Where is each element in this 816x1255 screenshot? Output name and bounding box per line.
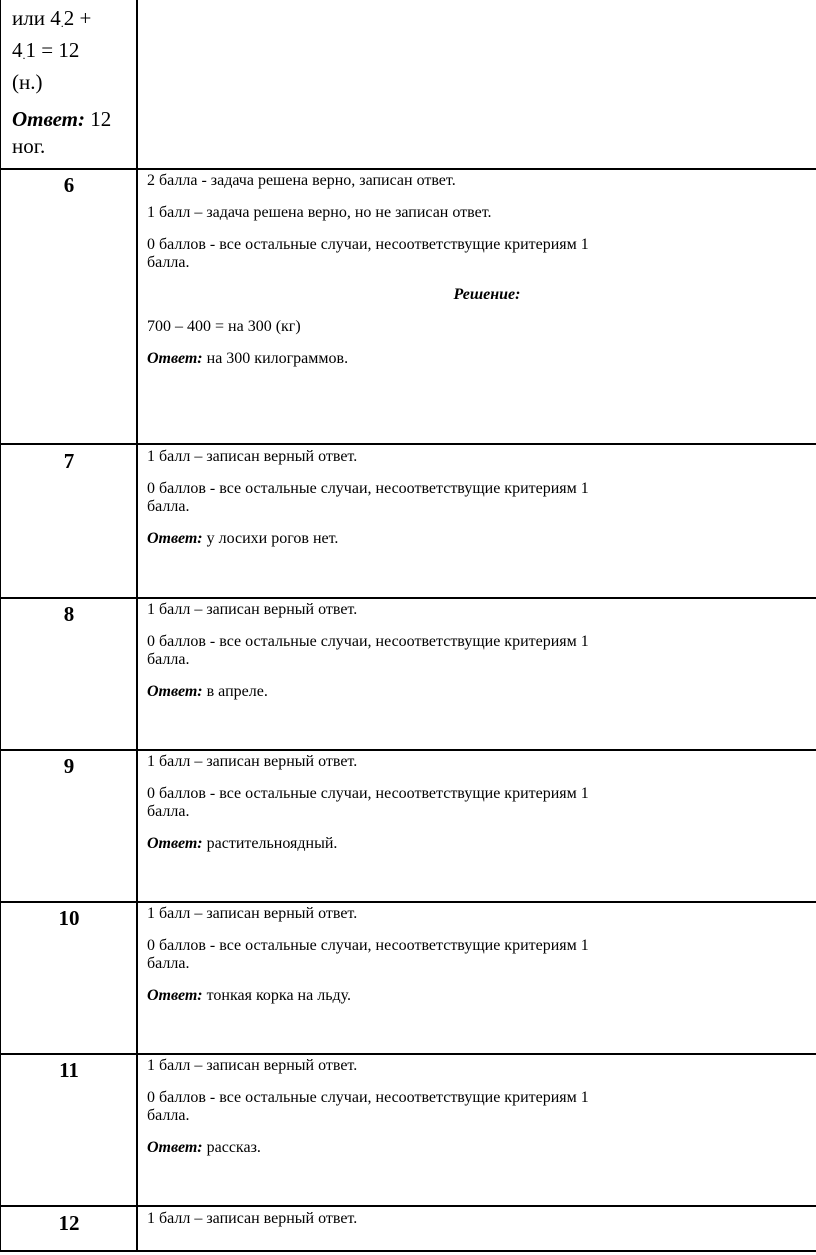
row-number: 10 xyxy=(58,906,80,930)
answer: Ответ: в апреле. xyxy=(147,683,268,700)
row-divider xyxy=(0,443,816,445)
intro-line: или $4_.2$ + xyxy=(12,6,92,30)
criterion: 1 балл – записан верный ответ. xyxy=(147,905,358,922)
intro-cell xyxy=(12,5,134,160)
solution-text: 700 – 400 = на 300 (кг) xyxy=(147,318,301,335)
answer: Ответ: растительноядный. xyxy=(147,835,338,852)
row-content xyxy=(147,172,816,368)
criterion: 0 баллов - все остальные случаи, несоответствущие критериям 1 xyxy=(147,1089,589,1106)
row-content xyxy=(147,601,816,701)
row-divider xyxy=(0,901,816,903)
row-divider xyxy=(0,749,816,751)
row-number: 11 xyxy=(59,1058,79,1082)
row-divider xyxy=(0,168,816,170)
solution-label: Решение: xyxy=(453,286,521,303)
row-divider xyxy=(0,1053,816,1055)
criterion-cont: балла. xyxy=(147,803,190,820)
criterion: 1 балл – задача решена верно, но не записан ответ. xyxy=(147,204,492,221)
row-divider xyxy=(0,1205,816,1207)
row-number: 6 xyxy=(63,173,75,197)
row-content xyxy=(147,1210,816,1228)
answer: Ответ: у лосихи рогов нет. xyxy=(147,530,339,547)
criterion: 1 балл – записан верный ответ. xyxy=(147,1057,358,1074)
criterion: 1 балл – записан верный ответ. xyxy=(147,1210,358,1227)
criterion-cont: балла. xyxy=(147,254,190,271)
row-content xyxy=(147,905,816,1005)
intro-answer: Ответ: 12 xyxy=(12,107,112,131)
row-number: 8 xyxy=(63,602,75,626)
criterion: 0 баллов - все остальные случаи, несоответствущие критериям 1 xyxy=(147,937,589,954)
criterion: 1 балл – записан верный ответ. xyxy=(147,753,358,770)
answer: Ответ: на 300 килограммов. xyxy=(147,350,349,367)
criterion: 1 балл – записан верный ответ. xyxy=(147,448,358,465)
intro-line: (н.) xyxy=(12,70,43,94)
criterion-cont: балла. xyxy=(147,651,190,668)
answer: Ответ: тонкая корка на льду. xyxy=(147,987,352,1004)
criterion: 0 баллов - все остальные случаи, несоответствущие критериям 1 xyxy=(147,480,589,497)
row-number: 7 xyxy=(63,449,75,473)
intro-line: $4_.1 = 12$ xyxy=(12,38,80,62)
criterion: 0 баллов - все остальные случаи, несоответствущие критериям 1 xyxy=(147,633,589,650)
row-number: 9 xyxy=(63,754,75,778)
criterion: 0 баллов - все остальные случаи, несоответствущие критериям 1 xyxy=(147,236,589,253)
criterion: 1 балл – записан верный ответ. xyxy=(147,601,358,618)
row-divider xyxy=(0,1250,816,1252)
criterion-cont: балла. xyxy=(147,498,190,515)
criterion: 2 балла - задача решена верно, записан ответ. xyxy=(147,172,456,189)
answer: Ответ: рассказ. xyxy=(147,1139,261,1156)
row-content xyxy=(147,1057,816,1157)
criterion: 0 баллов - все остальные случаи, несоответствущие критериям 1 xyxy=(147,785,589,802)
criterion-cont: балла. xyxy=(147,1107,190,1124)
row-content xyxy=(147,448,816,548)
row-divider xyxy=(0,597,816,599)
intro-answer-cont: ног. xyxy=(12,134,46,158)
row-content xyxy=(147,753,816,853)
criterion-cont: балла. xyxy=(147,955,190,972)
row-number: 12 xyxy=(58,1211,80,1235)
